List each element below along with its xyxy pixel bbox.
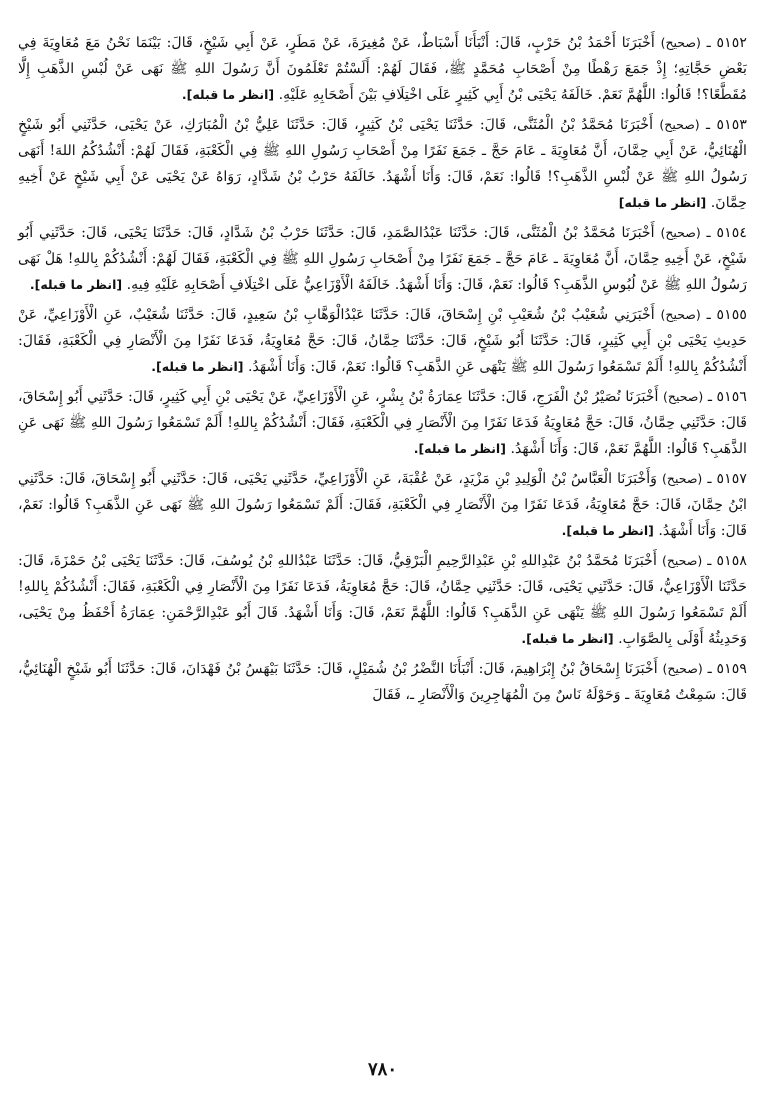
hadith-reference: [انظر ما قبله]. xyxy=(29,277,123,292)
hadith-number: ٥١٥٦ ـ xyxy=(707,389,748,405)
hadith-text: أَخْبَرَنَا نُصَيْرُ بْنُ الْفَرَجِ، قَالَ: حَدَّثَنَا عِمَارَةُ بْنُ بِشْرٍ، عَنِ الْأَوْزَاعِيِّ، عَنْ يَحْيَى بْنِ أَبِي كَثِيرٍ، قَالَ: حَدَّثَنِي أَبُو إِسْحَاقَ، قَالَ: حَدَّثَنِي حِمَّانُ، قَالَ: حَجَّ مُعَاوِيَةُ فَدَعَا نَفَرًا مِنَ الْأَنْصَارِ فِي الْكَعْبَةِ، فَقَالَ: أَنْشُدُكُمْ بِاللهِ! أَلَمْ تَسْمَعُوا رَسُولَ اللهِ ﷺ نَهَى عَنِ الذَّهَبِ؟ قَالُوا: اللَّهُمَّ نَعَمْ، قَالَ: وَأَنَا أَشْهَدُ. xyxy=(18,389,747,457)
hadith-5159 xyxy=(18,656,747,708)
hadith-number: ٥١٥٩ ـ xyxy=(707,661,748,677)
hadith-reference: [انظر ما قبله]. xyxy=(413,441,506,456)
hadith-5153 xyxy=(18,112,747,216)
hadith-paragraph xyxy=(18,112,747,216)
hadith-5158 xyxy=(18,548,747,652)
hadith-text: وَأَخْبَرَنَا الْعَبَّاسُ بْنُ الْوَلِيدِ بْنِ مَزْيَدٍ، عَنْ عُقْبَةَ، عَنِ الْأَوْزَاعِيِّ، حَدَّثَنِي يَحْيَى، قَالَ: حَدَّثَنِي أَبُو إِسْحَاقَ، قَالَ: حَدَّثَنِي ابْنُ حِمَّانَ، قَالَ: حَجَّ مُعَاوِيَةُ، فَدَعَا نَفَرًا مِنَ الْأَنْصَارِ فِي الْكَعْبَةِ، فَقَالَ: أَلَمْ تَسْمَعُوا رَسُولَ اللهِ ﷺ نَهَى عَنِ الذَّهَبِ؟ قَالُوا: نَعَمْ، قَالَ: وَأَنَا أَشْهَدُ. xyxy=(18,471,747,539)
hadith-grade: (صحيح) xyxy=(662,661,703,676)
hadith-5156 xyxy=(18,384,747,462)
hadith-5155 xyxy=(18,302,747,380)
hadith-paragraph xyxy=(18,30,747,108)
hadith-grade: (صحيح) xyxy=(660,307,701,322)
hadith-paragraph xyxy=(18,466,747,544)
hadith-text: أَخْبَرَنَا إِسْحَاقُ بْنُ إِبْرَاهِيمَ، قَالَ: أَنْبَأَنَا النَّضْرُ بْنُ شُمَيْلٍ، قَالَ: حَدَّثَنَا بَيْهَسُ بْنُ فَهْدَانَ، قَالَ: حَدَّثَنَا أَبُو شَيْخٍ الْهُنَائِيُّ، قَالَ: سَمِعْتُ مُعَاوِيَةَ ـ وَحَوْلَهُ نَاسٌ مِنَ الْمُهَاجِرِينَ وَالْأَنْصَارِ ـ، فَقَالَ xyxy=(18,661,747,703)
hadith-text: أَخْبَرَنَا مُحَمَّدُ بْنُ الْمُثَنَّى، قَالَ: حَدَّثَنَا عَبْدُالصَّمَدِ، قَالَ: حَدَّثَنَا حَرْبُ بْنُ شَدَّادٍ، قَالَ: حَدَّثَنَا يَحْيَى، قَالَ: حَدَّثَنِي أَبُو شَيْخٍ، عَنْ أَخِيهِ حِمَّانَ، أَنَّ مُعَاوِيَةَ ـ عَامَ حَجَّ ـ جَمَعَ نَفَرًا مِنْ أَصْحَابِ رَسُولِ اللهِ ﷺ فِي الْكَعْبَةِ، فَقَالَ لَهُمْ: أَنْشُدُكُمْ بِاللهِ! هَلْ نَهَى رَسُولُ اللهِ ﷺ عَنْ لُبُوسِ الذَّهَبِ؟ قَالُوا: نَعَمْ، قَالَ: وَأَنَا أَشْهَدُ. خَالَفَهُ الْأَوْزَاعِيُّ عَلَى اخْتِلَافِ أَصْحَابِهِ عَلَيْهِ فِيهِ. xyxy=(18,225,747,293)
hadith-number: ٥١٥٤ ـ xyxy=(706,225,747,241)
hadith-grade: (صحيح) xyxy=(660,225,701,240)
hadith-grade: (صحيح) xyxy=(660,35,701,50)
book-page xyxy=(18,30,747,1100)
hadith-paragraph xyxy=(18,384,747,462)
hadith-reference: [انظر ما قبله]. xyxy=(561,523,654,538)
hadith-grade: (صحيح) xyxy=(661,553,703,568)
hadith-paragraph xyxy=(18,548,747,652)
hadith-number: ٥١٥٧ ـ xyxy=(707,471,747,487)
hadith-grade: (صحيح) xyxy=(659,117,700,132)
hadith-number: ٥١٥٣ ـ xyxy=(706,117,748,133)
hadith-text: أَخْبَرَنَا مُحَمَّدُ بْنُ عَبْدِاللهِ بْنِ عَبْدِالرَّحِيمِ الْبَرْقِيُّ، قَالَ: حَدَّثَنَا عَبْدُاللهِ بْنُ يُوسُفَ، قَالَ: حَدَّثَنَا يَحْيَى بْنُ حَمْزَةَ، قَالَ: حَدَّثَنَا الْأَوْزَاعِيُّ، قَالَ: حَدَّثَنِي يَحْيَى، قَالَ: حَدَّثَنِي حِمَّانُ، قَالَ: حَجَّ مُعَاوِيَةُ، فَدَعَا نَفَرًا مِنَ الْأَنْصَارِ فِي الْكَعْبَةِ، فَقَالَ: أَنْشُدُكُمْ بِاللهِ! أَلَمْ تَسْمَعُوا رَسُولَ اللهِ ﷺ يَنْهَى عَنِ الذَّهَبِ؟ قَالُوا: اللَّهُمَّ نَعَمْ، قَالَ: وَأَنَا أَشْهَدُ. قَالَ أَبُو عَبْدِالرَّحْمَنِ: عِمَارَةُ أَحْفَظُ مِنْ يَحْيَى، وَحَدِيثُهُ أَوْلَى بِالصَّوَابِ. xyxy=(18,553,747,647)
hadith-reference: [انظر ما قبله]. xyxy=(151,359,244,374)
hadith-paragraph xyxy=(18,302,747,380)
hadith-5157 xyxy=(18,466,747,544)
hadith-text: أَخْبَرَنَا أَحْمَدُ بْنُ حَرْبٍ، قَالَ: أَنْبَأَنَا أَسْبَاطٌ، عَنْ مُغِيرَةَ، عَنْ مَطَرٍ، عَنْ أَبِي شَيْخٍ، قَالَ: بَيْنَمَا نَحْنُ مَعَ مُعَاوِيَةَ فِي بَعْضِ حَجَّاتِهِ؛ إِذْ جَمَعَ رَهْطًا مِنْ أَصْحَابِ مُحَمَّدٍ ﷺ، فَقَالَ لَهُمْ: أَلَسْتُمْ تَعْلَمُونَ أَنَّ رَسُولَ اللهِ ﷺ نَهَى عَنْ لُبْسِ الذَّهَبِ إِلَّا مُقَطَّعًا؟! قَالُوا: اللَّهُمَّ نَعَمْ. خَالَفَهُ يَحْيَى بْنُ أَبِي كَثِيرٍ عَلَى اخْتِلَافِ بَيْنَ أَصْحَابِهِ عَلَيْهِ. xyxy=(18,35,747,103)
hadith-text: أَخْبَرَنَا مُحَمَّدُ بْنُ الْمُثَنَّى، قَالَ: حَدَّثَنَا يَحْيَى بْنُ كَثِيرٍ، قَالَ: حَدَّثَنَا عَلِيُّ بْنُ الْمُبَارَكِ، عَنْ يَحْيَى، حَدَّثَنِي أَبُو شَيْخٍ الْهُنَائِيُّ، عَنْ أَبِي حِمَّانَ، أَنَّ مُعَاوِيَةَ ـ عَامَ حَجَّ ـ جَمَعَ نَفَرًا مِنْ أَصْحَابِ رَسُولِ اللهِ ﷺ فِي الْكَعْبَةِ، فَقَالَ لَهُمْ: أَنْشُدُكُمُ اللهَ! أَنَهَى رَسُولُ اللهِ ﷺ عَنْ لُبْسِ الذَّهَبِ؟! قَالُوا: نَعَمْ، قَالَ: وَأَنَا أَشْهَدُ. خَالَفَهُ حَرْبُ بْنُ شَدَّادٍ، رَوَاهُ عَنْ يَحْيَى عَنْ أَبِي شَيْخٍ عَنْ أَخِيهِ حِمَّانَ. xyxy=(18,117,747,211)
hadith-reference: [انظر ما قبله] xyxy=(618,195,707,210)
hadith-number: ٥١٥٥ ـ xyxy=(706,307,748,323)
hadith-number: ٥١٥٢ ـ xyxy=(706,35,748,51)
hadith-grade: (صحيح) xyxy=(663,389,704,404)
hadith-grade: (صحيح) xyxy=(662,471,703,486)
hadith-reference: [انظر ما قبله]. xyxy=(181,87,275,102)
hadith-paragraph xyxy=(18,656,747,708)
hadith-5152 xyxy=(18,30,747,108)
hadith-reference: [انظر ما قبله]. xyxy=(521,631,614,646)
hadith-5154 xyxy=(18,220,747,298)
hadith-number: ٥١٥٨ ـ xyxy=(707,553,747,569)
page-number: ٧٨٠ xyxy=(367,1059,397,1080)
hadith-text: أَخْبَرَنِي شُعَيْبُ بْنُ شُعَيْبِ بْنِ إِسْحَاقَ، قَالَ: حَدَّثَنَا عَبْدُالْوَهَّابِ بْنُ سَعِيدٍ، قَالَ: حَدَّثَنَا شُعَيْبٌ، عَنِ الْأَوْزَاعِيِّ، عَنْ حَدِيثِ يَحْيَى بْنِ أَبِي كَثِيرٍ، قَالَ: حَدَّثَنَا أَبُو شَيْخٍ، قَالَ: حَدَّثَنَا حِمَّانُ، قَالَ: حَجَّ مُعَاوِيَةُ، فَدَعَا نَفَرًا مِنَ الْأَنْصَارِ فِي الْكَعْبَةِ، فَقَالَ: أَنْشُدُكُمْ بِاللهِ! أَلَمْ تَسْمَعُوا رَسُولَ اللهِ ﷺ يَنْهَى عَنِ الذَّهَبِ؟ قَالُوا: نَعَمْ، قَالَ: وَأَنَا أَشْهَدُ. xyxy=(18,307,747,375)
hadith-paragraph xyxy=(18,220,747,298)
